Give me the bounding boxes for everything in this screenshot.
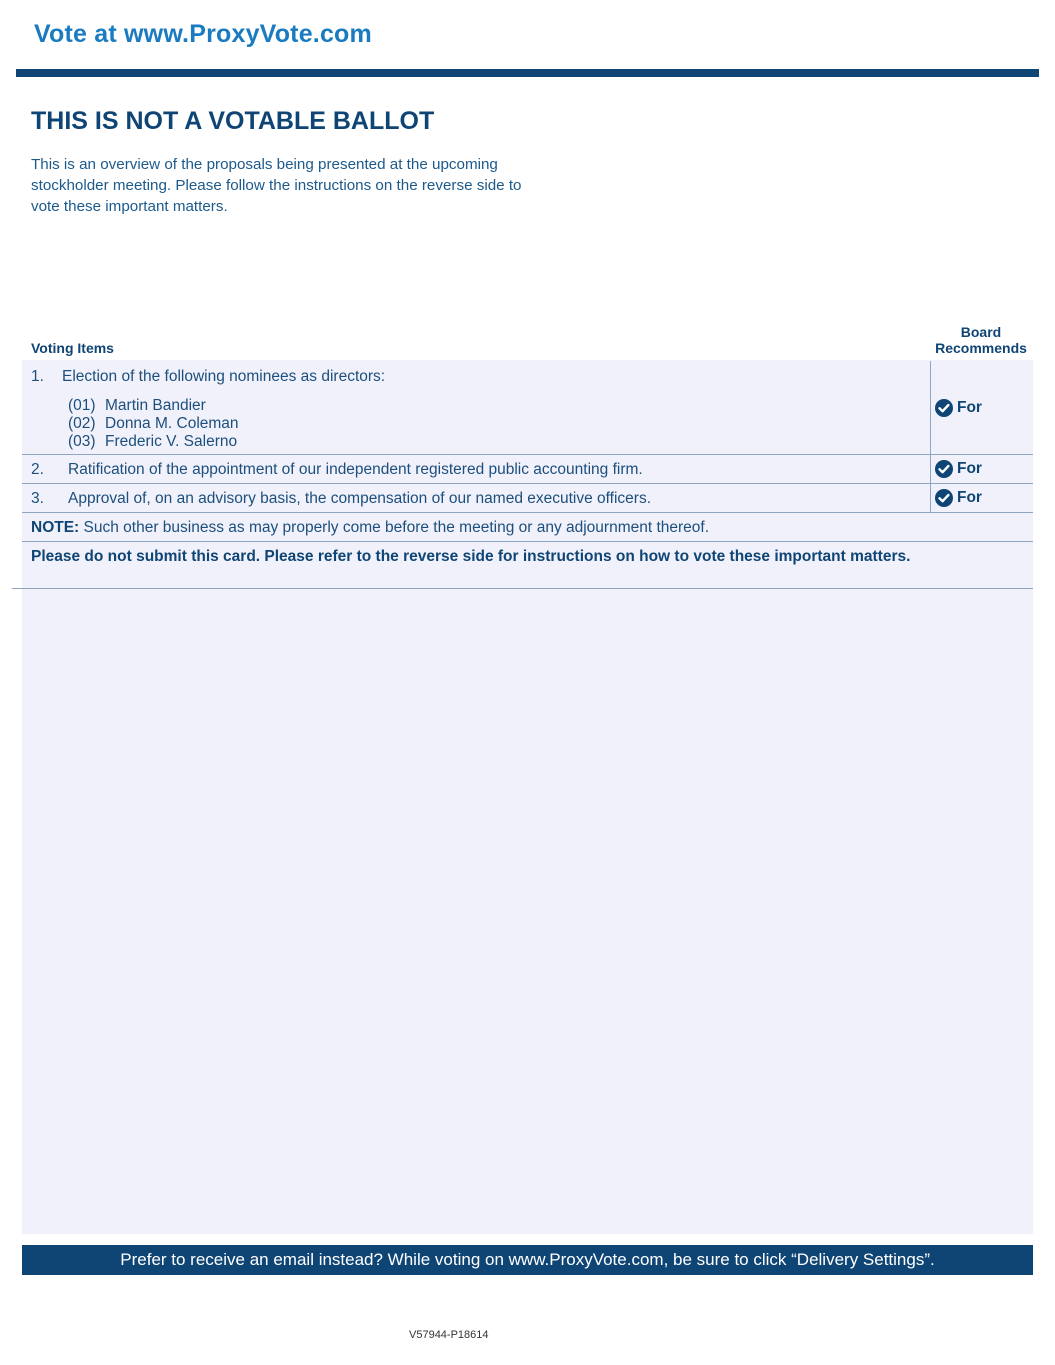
voting-item-1-text: [31, 368, 385, 386]
nominee-name: Frederic V. Salerno: [105, 433, 238, 450]
vote-link[interactable]: Vote at www.ProxyVote.com: [34, 20, 372, 48]
item-number: 3.: [31, 490, 44, 507]
final-notice: Please do not submit this card. Please refer to the reverse side for instructions on how to vote these important matters.: [31, 548, 911, 565]
item-label: Election of the following nominees as directors:: [62, 368, 386, 385]
board-header-line2: Recommends: [935, 340, 1027, 356]
document-code: V57944-P18614: [409, 1329, 489, 1341]
nominee-1: [68, 397, 239, 415]
voting-item-row-3: [22, 484, 1033, 513]
note-text: [31, 519, 709, 537]
board-header-line1: Board: [960, 324, 1002, 340]
nominee-id: (03): [68, 433, 96, 450]
recommendation-3: [935, 489, 982, 507]
board-recommends-header: [929, 324, 1033, 356]
nominee-3: [68, 433, 239, 451]
voting-item-2-text: [31, 461, 643, 479]
email-delivery-banner: Prefer to receive an email instead? While voting on www.ProxyVote.com, be sure to click “Delivery Settings”.: [22, 1245, 1033, 1275]
check-circle-icon: [935, 399, 953, 417]
note-body: Such other business as may properly come before the meeting or any adjournment thereof.: [79, 519, 710, 536]
recommendation-2: [935, 460, 982, 478]
voting-items-header: Voting Items: [31, 340, 114, 356]
final-notice-row: [12, 542, 1033, 589]
item-label: Ratification of the appointment of our independent registered public accounting firm.: [68, 461, 643, 478]
item-label: Approval of, on an advisory basis, the compensation of our named executive officers.: [68, 490, 652, 507]
page-title: THIS IS NOT A VOTABLE BALLOT: [31, 107, 435, 135]
nominee-name: Donna M. Coleman: [105, 415, 239, 432]
recommendation-label: For: [957, 460, 982, 477]
item-number: 2.: [31, 461, 44, 478]
voting-item-row-2: [22, 455, 1033, 484]
item-number: 1.: [31, 368, 44, 385]
check-circle-icon: [935, 460, 953, 478]
check-circle-icon: [935, 489, 953, 507]
nominee-name: Martin Bandier: [105, 397, 206, 414]
nominee-2: [68, 415, 239, 433]
recommendation-label: For: [957, 399, 982, 416]
note-label: NOTE:: [31, 519, 80, 536]
recommendation-cell: [930, 455, 1033, 483]
nominee-id: (01): [68, 397, 96, 414]
nominee-id: (02): [68, 415, 96, 432]
note-row: [22, 513, 1033, 542]
recommendation-cell: [930, 484, 1033, 512]
recommendation-label: For: [957, 489, 982, 506]
recommendation-cell: [930, 361, 1033, 454]
nominee-list: [68, 397, 239, 451]
voting-item-3-text: [31, 490, 651, 508]
recommendation-1: [935, 399, 982, 417]
header-divider: [16, 69, 1039, 77]
voting-item-row-1: [22, 361, 1033, 455]
intro-text: This is an overview of the proposals being presented at the upcoming stockholder meeting. Please follow the instructions on the reverse side to vote these important matters.: [31, 156, 522, 215]
